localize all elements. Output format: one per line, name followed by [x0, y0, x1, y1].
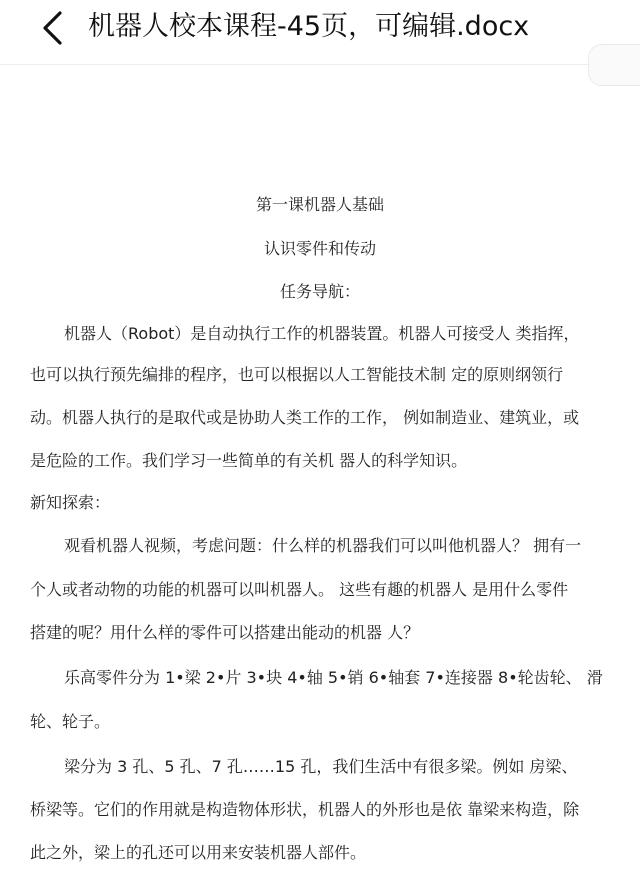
paragraph-line: 个人或者动物的功能的机器可以叫机器人。 这些有趣的机器人 是用什么零件: [30, 580, 569, 599]
section-label: 新知探索：: [30, 493, 111, 512]
paragraph-line: 动。机器人执行的是取代或是协助人类工作的工作， 例如制造业、建筑业，或: [30, 408, 580, 427]
chevron-left-icon: [38, 10, 68, 46]
document-title: 机器人校本课程-45页，可编辑.docx: [88, 11, 530, 42]
paragraph-line: 也可以执行预先编排的程序，也可以根据以人工智能技术制 定的原则纲领行: [30, 365, 564, 384]
document-body: [0, 64, 640, 884]
paragraph-line: 搭建的呢？用什么样的零件可以搭建出能动的机器 人？: [30, 623, 420, 642]
lesson-subtitle: 认识零件和传动: [263, 239, 376, 258]
lesson-title: 第一课机器人基础: [255, 195, 384, 214]
task-navigation-heading: 任务导航：: [279, 282, 360, 301]
paragraph-line: 桥梁等。它们的作用就是构造物体形状，机器人的外形也是依 靠梁来构造，除: [30, 800, 580, 819]
paragraph-line: 机器人（Robot）是自动执行工作的机器装置。机器人可接受人 类指挥，: [64, 324, 580, 343]
paragraph-line: 观看机器人视频，考虑问题：什么样的机器我们可以叫他机器人？ 拥有一: [64, 536, 582, 555]
paragraph-line: 乐高零件分为 1•梁 2•片 3•块 4•轴 5•销 6•轴套 7•连接器 8•轮齿轮、 滑: [64, 668, 603, 687]
paragraph-line: 轮、轮子。: [30, 712, 111, 731]
paragraph-line: 梁分为 3 孔、5 孔、7 孔……15 孔，我们生活中有很多梁。例如 房梁、: [64, 757, 578, 776]
paragraph-line: 此之外，梁上的孔还可以用来安装机器人部件。: [30, 843, 367, 862]
paragraph-line: 是危险的工作。我们学习一些简单的有关机 器人的科学知识。: [30, 451, 468, 470]
back-button[interactable]: [30, 8, 76, 48]
app-header: [0, 0, 640, 65]
